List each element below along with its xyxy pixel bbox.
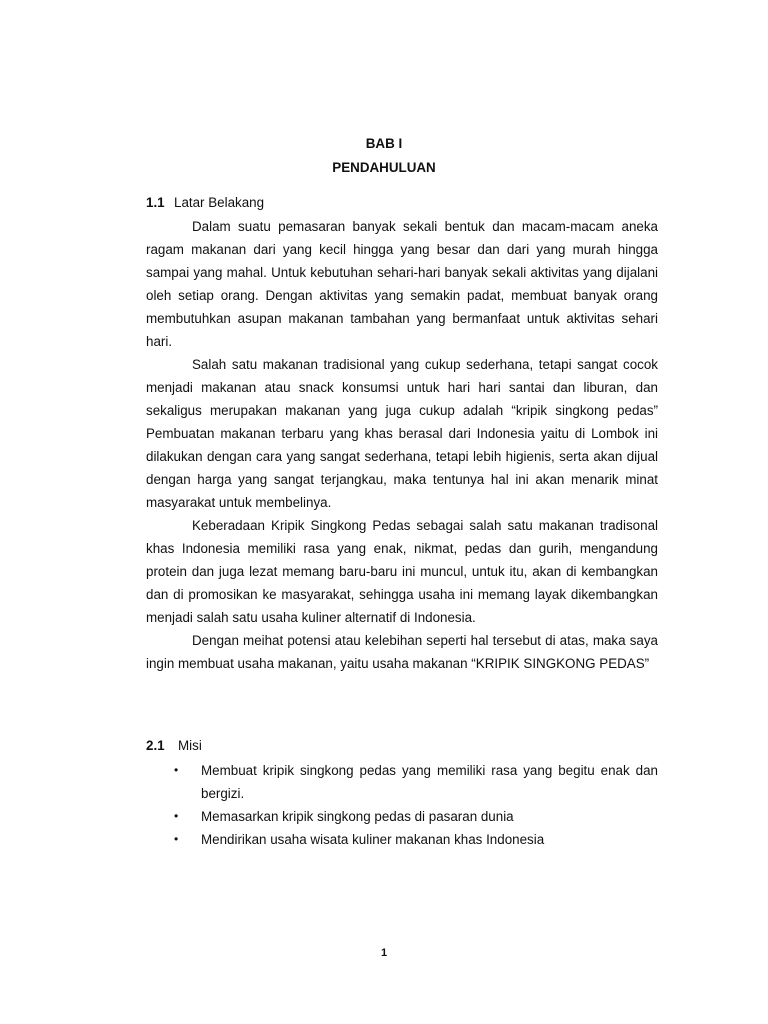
section-number: 2.1 — [146, 738, 165, 753]
list-item-text: Membuat kripik singkong pedas yang memiliki rasa yang begitu enak dan bergizi. — [201, 763, 658, 801]
section-body-latar-belakang — [146, 215, 658, 675]
section-title: Latar Belakang — [174, 195, 265, 210]
bullet-icon: • — [174, 763, 179, 777]
section-number: 1.1 — [146, 195, 165, 210]
page-number: 1 — [380, 947, 388, 959]
section-heading-misi — [146, 738, 202, 753]
misi-list — [146, 759, 658, 851]
chapter-title: PENDAHULUAN — [332, 160, 436, 175]
section-title: Misi — [178, 738, 202, 753]
section-heading-latar-belakang — [146, 195, 264, 210]
list-item-text: Mendirikan usaha wisata kuliner makanan khas Indonesia — [201, 832, 545, 847]
list-item — [146, 805, 658, 828]
paragraph: Salah satu makanan tradisional yang cukup sederhana, tetapi sangat cocok menjadi makanan atau snack konsumsi untuk hari hari santai dan liburan, dan sekaligus merupakan makanan yang juga cukup adalah “kripik singkong pedas” Pembuatan makanan terbaru yang khas berasal dari Indonesia yaitu di Lombok ini dilakukan dengan cara yang sangat sederhana, tetapi lebih higienis, serta akan dijual dengan harga yang sangat terjangkau, maka tentunya hal ini akan menarik minat masyarakat untuk membelinya. — [146, 357, 658, 510]
list-item — [146, 759, 658, 805]
chapter-label: BAB I — [365, 136, 403, 151]
paragraph: Dalam suatu pemasaran banyak sekali bentuk dan macam-macam aneka ragam makanan dari yang kecil hingga yang besar dan dari yang murah hingga sampai yang mahal. Untuk kebutuhan sehari-hari banyak sekali aktivitas yang dijalani oleh setiap orang. Dengan aktivitas yang semakin padat, membuat banyak orang membutuhkan asupan makanan tambahan yang bermanfaat untuk aktivitas sehari hari. — [146, 219, 658, 349]
bullet-icon: • — [174, 832, 179, 846]
paragraph: Keberadaan Kripik Singkong Pedas sebagai salah satu makanan tradisonal khas Indonesia memiliki rasa yang enak, nikmat, pedas dan gurih, mengandung protein dan juga lezat memang baru-baru ini muncul, untuk itu, akan di kembangkan dan di promosikan ke masyarakat, sehingga usaha ini memang layak dikembangkan menjadi salah satu usaha kuliner alternatif di Indonesia. — [146, 518, 658, 625]
paragraph: Dengan meihat potensi atau kelebihan seperti hal tersebut di atas, maka saya ingin membuat usaha makanan, yaitu usaha makanan “KRIPIK SINGKONG PEDAS” — [146, 633, 658, 671]
list-item-text: Memasarkan kripik singkong pedas di pasaran dunia — [201, 809, 514, 824]
list-item — [146, 828, 658, 851]
bullet-icon: • — [174, 809, 179, 823]
